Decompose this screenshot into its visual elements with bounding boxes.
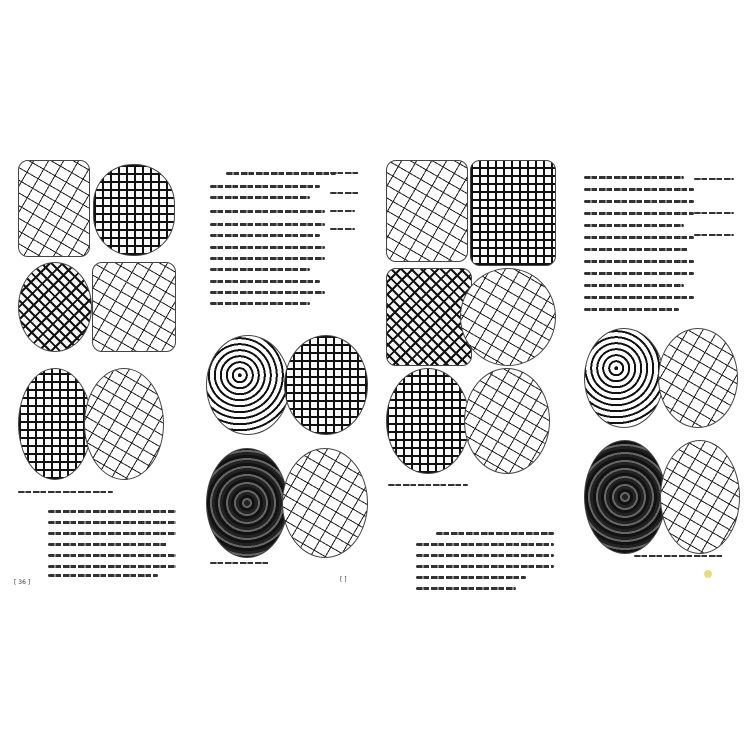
text-line [210,185,320,188]
text-line [210,196,310,199]
text-line [48,554,176,557]
text-line [330,228,355,230]
pattern-figure [284,335,368,435]
pattern-figure [282,448,368,558]
book-page-center-left [190,150,370,600]
pattern-figure [18,262,92,352]
pattern-figure [584,328,664,428]
figure-caption [18,491,113,493]
pattern-figure [658,328,738,428]
text-line [330,192,360,194]
marker-dot [704,570,712,578]
text-line [584,176,684,179]
text-line [584,260,694,263]
text-line [436,532,554,535]
book-page-left [8,150,186,600]
text-line [226,172,336,175]
pattern-figure [93,164,175,256]
figure-caption [634,555,724,557]
text-line [416,543,554,546]
page-number: [ ] [340,576,347,583]
text-line [416,587,516,590]
pattern-figure [470,160,556,266]
book-page-right [564,150,744,600]
pattern-figure [18,368,92,480]
text-line [48,565,176,568]
text-line [584,248,689,251]
pattern-figure [660,440,740,554]
text-line [584,224,684,227]
text-line [416,565,554,568]
text-line [330,172,360,174]
text-line [48,574,158,577]
page-number: [ 36 ] [14,579,31,586]
text-line [210,234,320,237]
text-line [416,576,526,579]
pattern-figure [584,440,666,554]
text-line [584,284,684,287]
text-line [584,296,694,299]
text-line [210,291,325,294]
pattern-figure [206,335,290,435]
text-line [210,223,325,226]
pattern-figure [464,368,550,474]
text-line [210,210,325,213]
book-page-center-right [380,150,560,600]
text-line [48,521,176,524]
text-line [584,200,694,203]
pattern-figure [92,262,176,352]
pattern-figure [18,160,90,257]
text-line [584,212,694,215]
text-line [416,554,554,557]
pattern-figure [206,448,288,558]
text-line [48,532,176,535]
text-line [584,308,679,311]
text-line [210,268,310,271]
text-line [48,543,168,546]
text-line [694,178,734,180]
pattern-figure [84,368,164,480]
pattern-figure [460,268,556,366]
text-line [694,212,734,214]
text-line [48,510,176,513]
text-line [210,280,320,283]
text-line [584,236,694,239]
text-line [694,234,734,236]
pattern-figure [386,368,470,474]
text-line [584,272,694,275]
pattern-figure [386,160,468,262]
figure-caption [388,484,468,486]
text-line [330,210,355,212]
text-line [210,257,325,260]
text-line [584,188,694,191]
text-line [210,246,325,249]
figure-caption [210,562,270,564]
text-line [210,302,310,305]
